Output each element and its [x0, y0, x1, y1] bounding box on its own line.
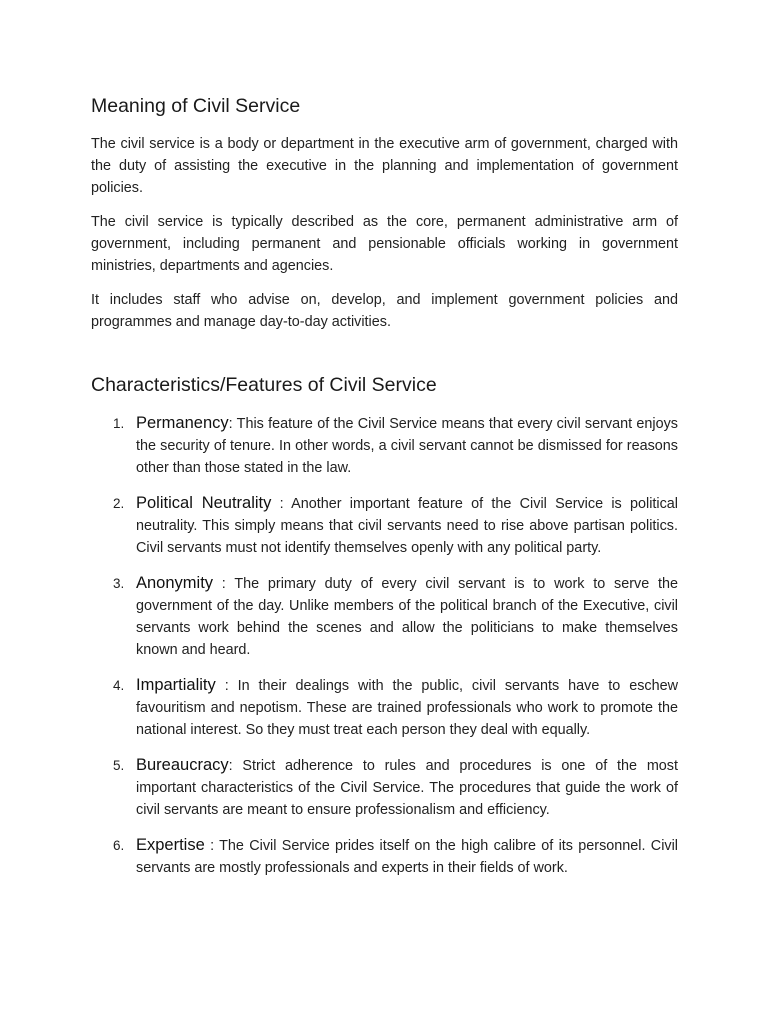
list-item [91, 412, 678, 479]
list-item-text: : Another important feature of the Civil Service is political neutrality. This simply means that civil servants need to rise above partisan politics. Civil servants must not identify themselves openly with any political party. [136, 496, 678, 556]
list-item-term: Bureaucracy [136, 756, 229, 774]
list-item-number: 2. [113, 496, 125, 511]
list-item-text: : In their dealings with the public, civil servants have to eschew favouritism and nepotism. These are trained professionals who work to promote the national interest. So they must treat each person they deal with equally. [136, 678, 678, 738]
list-item-text: : The primary duty of every civil servant is to work to serve the government of the day. Unlike members of the political branch of the Executive, civil servants work behind the scenes and allow the politicians to make themselves known and heard. [136, 576, 678, 658]
list-item-text: : The Civil Service prides itself on the high calibre of its personnel. Civil servants are mostly professionals and experts in their fields of work. [136, 838, 678, 876]
list-item-number: 6. [113, 838, 125, 853]
list-item-term: Expertise [136, 836, 205, 854]
list-item [91, 674, 678, 741]
list-item-number: 5. [113, 758, 125, 773]
features-heading: Characteristics/Features of Civil Service [91, 374, 437, 396]
list-item-number: 4. [113, 678, 125, 693]
list-item-number: 1. [113, 416, 125, 431]
list-item-text: : Strict adherence to rules and procedures is one of the most important characteristics of the Civil Service. The procedures that guide the work of civil servants are meant to ensure professionalism and efficiency. [136, 758, 678, 818]
list-item-term: Permanency [136, 414, 229, 432]
list-item-term: Political Neutrality [136, 494, 272, 512]
document-page [91, 92, 678, 892]
meaning-heading: Meaning of Civil Service [91, 95, 301, 117]
list-item [91, 492, 678, 559]
meaning-paragraph-3: It includes staff who advise on, develop, and implement government policies and programmes and manage day-to-day activities. [91, 292, 678, 330]
list-item-number: 3. [113, 576, 125, 591]
list-item-text: : This feature of the Civil Service means that every civil servant enjoys the security of tenure. In other words, a civil servant cannot be dismissed for reasons other than those stated in the law. [136, 416, 678, 476]
list-item-term: Impartiality [136, 676, 216, 694]
meaning-paragraph-2: The civil service is typically described as the core, permanent administrative arm of government, including permanent and pensionable officials working in government ministries, departments and agencies. [91, 214, 678, 274]
features-list [91, 412, 678, 879]
list-item-term: Anonymity [136, 574, 214, 592]
list-item [91, 754, 678, 821]
list-item [91, 572, 678, 661]
meaning-paragraph-1: The civil service is a body or department in the executive arm of government, charged with the duty of assisting the executive in the planning and implementation of government policies. [91, 136, 678, 196]
list-item [91, 834, 678, 879]
